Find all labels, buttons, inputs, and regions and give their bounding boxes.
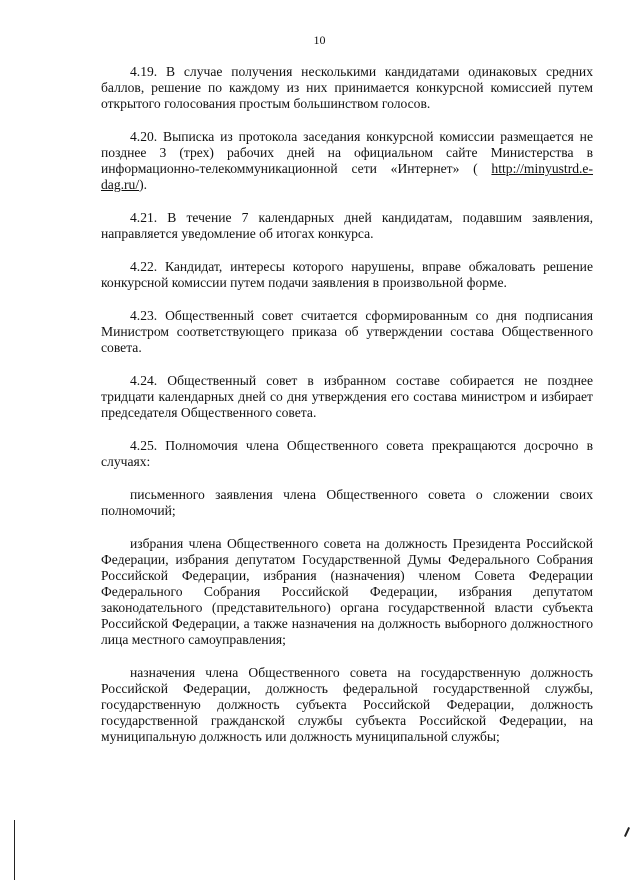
paragraph-4-20-end: ). <box>139 177 148 192</box>
paragraph-4-23: 4.23. Общественный совет считается сформированным со дня подписания Министром соответствующего приказа об утверждении состава Общественного совета. <box>101 308 593 355</box>
ministry-website-link[interactable]: http://minyustrd.e-dag.ru/ <box>101 161 593 192</box>
scan-edge-mark <box>624 827 630 837</box>
paragraph-4-22: 4.22. Кандидат, интересы которого нарушены, вправе обжаловать решение конкурсной комиссии путем подачи заявления в произвольной форме. <box>101 259 593 290</box>
paragraph-4-25-item-appointment: назначения члена Общественного совета на государственную должность Российской Федерации, должность федеральной государственной службы, государственную должность субъекта Российской Федерации, должность государственной гражданской службы субъекта Российской Федерации, на муниципальную должность или должность муниципальной службы; <box>101 665 593 744</box>
paragraph-4-20 <box>101 129 593 193</box>
paragraph-4-25-item-election: избрания члена Общественного совета на должность Президента Российской Федерации, избрания депутатом Государственной Думы Федерального Собрания Российской Федерации, избрания (назначения) членом Совета Федерации Федерального Собрания Российской Федерации, избрания депутатом законодательного (представительного) органа государственной власти субъекта Российской Федерации, а также назначения на должность выборного должностного лица местного самоуправления; <box>101 536 593 647</box>
paragraph-4-21: 4.21. В течение 7 календарных дней кандидатам, подавшим заявления, направляется уведомление об итогах конкурса. <box>101 210 593 241</box>
paragraph-4-24: 4.24. Общественный совет в избранном составе собирается не позднее тридцати календарных дней со дня утверждения его состава министром и избирает председателя Общественного совета. <box>101 373 593 420</box>
paragraph-4-19: 4.19. В случае получения несколькими кандидатами одинаковых средних баллов, решение по каждому из них принимается конкурсной комиссией путем открытого голосования простым большинством голосов. <box>101 64 593 111</box>
scan-edge-line <box>14 820 15 880</box>
document-body <box>101 64 593 762</box>
paragraph-4-25-item-resignation: письменного заявления члена Общественного совета о сложении своих полномочий; <box>101 487 593 518</box>
paragraph-4-20-text: 4.20. Выписка из протокола заседания конкурсной комиссии размещается не позднее 3 (трех) рабочих дней на официальном сайте Министерства в информационно-телекоммуникационной сети «Интернет» ( <box>101 129 593 176</box>
paragraph-4-25: 4.25. Полномочия члена Общественного совета прекращаются досрочно в случаях: <box>101 438 593 469</box>
page-number: 10 <box>313 33 326 47</box>
